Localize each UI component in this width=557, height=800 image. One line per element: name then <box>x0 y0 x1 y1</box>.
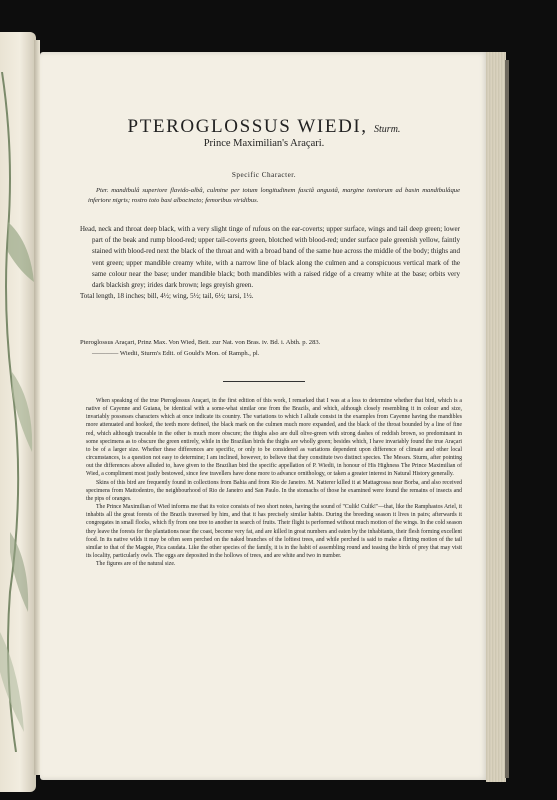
body-paragraph: The figures are of the natural size. <box>96 561 176 568</box>
total-length: Total length, 18 inches; bill, 4½; wing, 5½; tail, 6½; tarsi, 1½. <box>80 292 254 301</box>
description-text: Head, neck and throat deep black, with a very slight tinge of rufous on the ear-coverts; upper surface, wings and tail deep green; lower part of the beak and rump blood-red; upper tail-coverts green, blotched with blood-red; under surface pale greenish yellow, faintly stained with blood-red next the black of the throat and with a broad band of the same hue across the middle of the body; thighs and vent green; upper mandible creamy white, with a narrow line of black along the culmen and a conspicuous vertical mark of the same colour near the base; under mandible black; both mandibles with a raised ridge of a creamy white at the base; orbits very dark blackish grey; irides dark brown; legs greyish green. <box>80 225 460 290</box>
species-title <box>40 116 488 138</box>
body-text <box>86 397 462 568</box>
latin-diagnosis: Pter. mandibulâ superiore flavido-albâ, culmine per totum longitudinem fasciâ angustâ, margine tomiorum ad basin mandibulâque inferiore nigris; rostro toto basi albocincto; femoribus viridibus. <box>88 187 460 204</box>
common-name: Prince Maximilian's Araçari. <box>203 138 325 149</box>
plumage-description <box>80 224 460 302</box>
species-name: PTEROGLOSSUS WIEDI, <box>127 116 368 137</box>
reference-item: Pteroglossus Araçari, Prinz Max. Von Wied, Beit. zur Nat. von Bras. iv. Bd. i. Abth. p. 283. <box>80 339 321 346</box>
synonymy-references <box>80 338 460 359</box>
section-divider <box>223 381 305 382</box>
book-cover-edge <box>505 60 509 778</box>
specific-character-heading: Specific Character. <box>231 171 297 179</box>
page-stack-edge <box>486 52 506 782</box>
previous-plate-page <box>0 32 36 792</box>
species-authority: Sturm. <box>374 124 401 135</box>
reference-item: ———— Wiedii, Sturm's Edit. of Gould's Mon. of Ramph., pl. <box>92 349 260 357</box>
body-paragraph: Skins of this bird are frequently found in collections from Bahia and from Rio de Janeiro. M. Natterer killed it at Mattagrossa near Borba, and also received specimens from Mattodentro, the neighbourhood of Rio de Janeiro and San Paulo. In the stomachs of those he examined were found the remains of insects and the pips of oranges. <box>86 479 462 502</box>
body-paragraph: When speaking of the true Pteroglossus Araçari, in the first edition of this work, I remarked that I was at a loss to determine whether that bird, which is a native of Cayenne and Guiana, be identical with a some-what similar one from the Brazils, and which, although closely resembling it in colour and size, invariably possesses characters which at once indicate its country. The variations to which I allude consist in the examples from Cayenne having the mandibles more attenuated and hooked, the teeth more defined, the black mark on the culmen much more expanded, and the black of the throat bounded by a line of fine red, which although traceable in the other is much more obscure; the thighs also are dull olive-green with strong dashes of reddish brown, so predominant in some specimens as to obscure the green entirely, while in the Brazilian birds the thighs are wholly green; besides which, I have invariably found the true Araçari to be of a larger size. Whether these differences are specific, or only to be considered as variations dependent upon difference of climate and other local circumstances, is a question not easy to determine; I am inclined, however, to believe that they constitute two distinct species. The Messrs. Sturm, after pointing out the differences above alluded to, have given to the Brazilian bird the specific appellation of P. Wiedii, in honour of His Highness The Prince Maximilian of Wied, a compliment most justly bestowed, since few travellers have done more to advance ornithology, or taken a greater interest in Natural History generally. <box>86 398 462 478</box>
text-page <box>40 52 488 780</box>
body-paragraph: The Prince Maximilian of Wied informs me that its voice consists of two short notes, having the sound of "Culik! Culik!"—that, like the Ramphastos Ariel, it inhabits all the great forests of the Brazils traversed by him, and that it has precisely similar habits. During the breeding season it lives in pairs; afterwards it congregates in small flocks, which fly from one tree to another in search of fruits. Their flight is performed without much motion of the wings. In the cold season they leave the forests for the plantations near the coast, become very fat, and are killed in great numbers and eaten by the inhabitants, their flesh forming excellent food. In its native wilds it may be often seen perched on the naked branches of the loftiest trees, and while perched is said to make a flirting motion of the tail similar to that of the Magpie, Pica caudata. Like the other species of the family, it is in the habit of assembling round and teasing the birds of prey that may visit its locality, particularly owls. The eggs are deposited in the hollows of trees, and are white and two in number. <box>86 504 463 559</box>
plant-illustration <box>0 72 36 752</box>
